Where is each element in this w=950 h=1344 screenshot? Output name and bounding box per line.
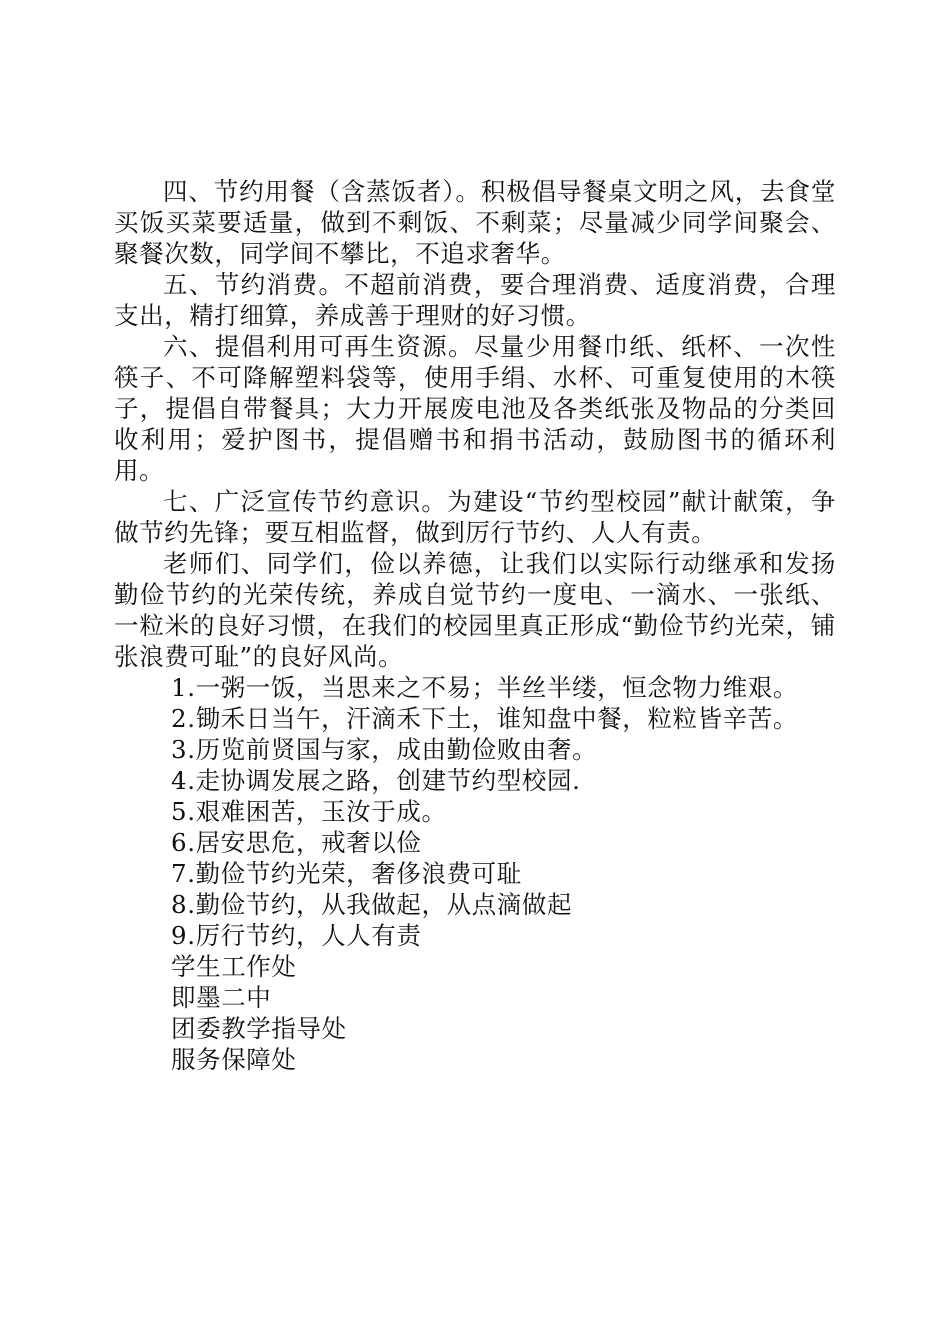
signature-student-affairs: 学生工作处: [171, 952, 297, 981]
paragraph-six: 六、提倡利用可再生资源。尽量少用餐巾纸、纸杯、一次性筷子、不可降解塑料袋等，使用手绢、水杯、可重复使用的木筷子，提倡自带餐具；大力开展废电池及各类纸张及物品的分类回收利用；爱护图书，提倡赠书和捐书活动，鼓励图书的循环利用。: [114, 332, 836, 485]
slogan-item: 9.厉行节约，人人有责: [171, 921, 422, 950]
signature-service-office: 服务保障处: [171, 1045, 297, 1074]
slogan-item: 3.历览前贤国与家，成由勤俭败由奢。: [171, 735, 598, 764]
signature-school: 即墨二中: [171, 983, 272, 1012]
paragraph-five: 五、节约消费。不超前消费，要合理消费、适度消费，合理支出，精打细算，养成善于理财的好习惯。: [114, 270, 836, 330]
document-body: [114, 176, 836, 1075]
paragraph-four: 四、节约用餐（含蒸饭者）。积极倡导餐桌文明之风，去食堂买饭买菜要适量，做到不剩饭、不剩菜；尽量减少同学间聚会、聚餐次数，同学间不攀比，不追求奢华。: [114, 177, 836, 268]
slogan-item: 1.一粥一饭，当思来之不易；半丝半缕，恒念物力维艰。: [171, 673, 798, 702]
slogan-list: [114, 672, 836, 951]
slogan-item: 8.勤俭节约，从我做起，从点滴做起: [171, 890, 573, 919]
slogan-item: 5.艰难困苦，玉汝于成。: [171, 797, 447, 826]
signature-league-committee: 团委教学指导处: [171, 1014, 347, 1043]
slogan-item: 2.锄禾日当午，汗滴禾下土，谁知盘中餐，粒粒皆辛苦。: [171, 704, 798, 733]
signature-block: [114, 951, 836, 1075]
slogan-item: 4.走协调发展之路，创建节约型校园.: [171, 766, 581, 795]
slogan-item: 7.勤俭节约光荣，奢侈浪费可耻: [171, 859, 522, 888]
paragraph-seven: 七、广泛宣传节约意识。为建设“节约型校园”献计献策，争做节约先锋；要互相监督，做到厉行节约、人人有责。: [114, 487, 836, 547]
closing-paragraph: 老师们、同学们，俭以养德，让我们以实际行动继承和发扬勤俭节约的光荣传统，养成自觉节约一度电、一滴水、一张纸、一粒米的良好习惯，在我们的校园里真正形成“勤俭节约光荣，铺张浪费可耻”的良好风尚。: [114, 549, 836, 671]
slogan-item: 6.居安思危，戒奢以俭: [171, 828, 422, 857]
